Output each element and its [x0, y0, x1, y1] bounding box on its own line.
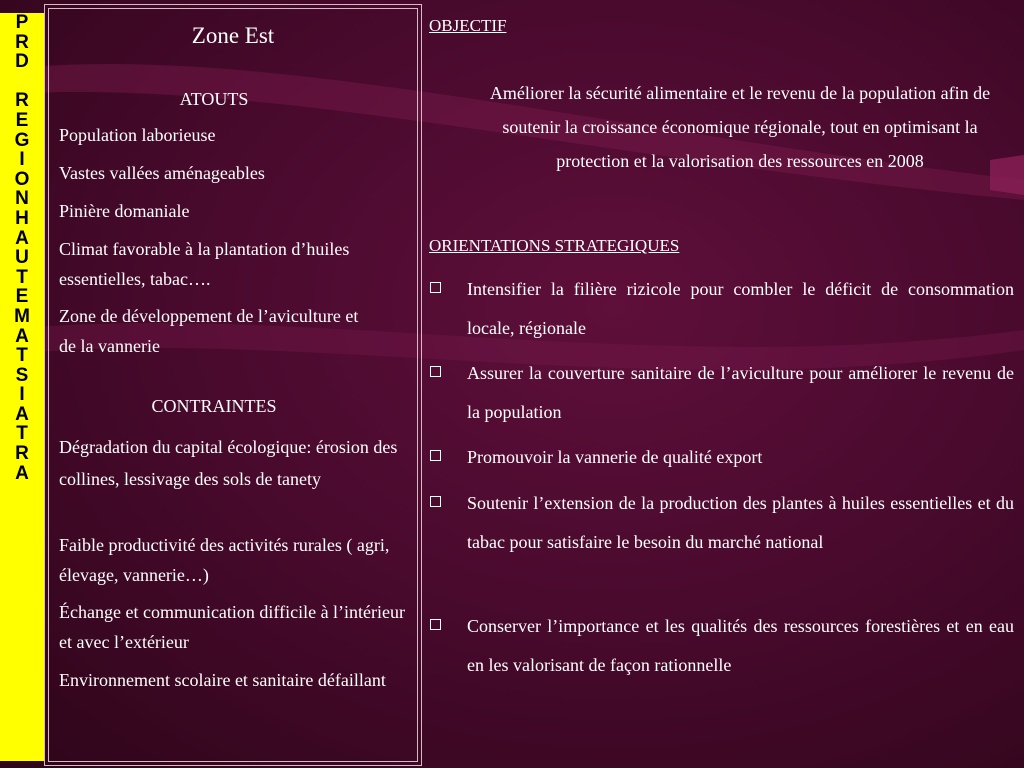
atout-item: Population laborieuse — [59, 125, 216, 145]
sidebar-letter: R — [15, 31, 29, 53]
objectif-heading: OBJECTIF — [429, 16, 507, 35]
checkbox-bullet-icon — [430, 366, 441, 377]
atout-item: Zone de développement de l’aviculture et de la vannerie — [59, 306, 359, 356]
sidebar-letter: H — [15, 207, 29, 229]
contrainte-item: Échange et communication difficile à l’intérieur et avec l’extérieur — [59, 602, 406, 652]
objectif-text: Améliorer la sécurité alimentaire et le revenu de la population afin de soutenir la croissance économique régionale, tout en optimisant la protection et la valorisation des ressources en 2008 — [489, 83, 991, 171]
atouts-heading: ATOUTS — [179, 89, 249, 109]
orientations-heading: ORIENTATIONS STRATEGIQUES — [429, 236, 680, 255]
sidebar-letter: D — [15, 51, 29, 73]
sidebar-letter: N — [15, 188, 29, 210]
sidebar-letter: A — [15, 325, 29, 347]
vertical-title-bar — [0, 13, 44, 761]
sidebar-letter: O — [14, 168, 30, 190]
orientation-text: Soutenir l’extension de la production des plantes à huiles essentielles et du tabac pour satisfaire le besoin du marché national — [467, 493, 1014, 552]
zone-title: Zone Est — [191, 23, 275, 48]
sidebar-letter: I — [19, 149, 25, 171]
sidebar-letter: A — [15, 462, 29, 484]
atout-item: Vastes vallées aménageables — [59, 163, 265, 183]
orientation-text: Promouvoir la vannerie de qualité export — [467, 447, 763, 467]
contrainte-item: Faible productivité des activités rurales ( agri, élevage, vannerie…) — [59, 535, 390, 585]
checkbox-bullet-icon — [430, 496, 441, 507]
sidebar-letter: A — [15, 227, 29, 249]
sidebar-letter: A — [15, 403, 29, 425]
orientation-text: Intensifier la filière rizicole pour combler le déficit de consommation locale, régionale — [467, 279, 1014, 338]
atout-item: Climat favorable à la plantation d’huiles essentielles, tabac…. — [59, 239, 350, 289]
checkbox-bullet-icon — [430, 282, 441, 293]
atout-item: Pinière domaniale — [59, 201, 190, 221]
contrainte-item: Environnement scolaire et sanitaire défaillant — [59, 670, 386, 690]
sidebar-letter: T — [16, 345, 28, 367]
sidebar-letter: M — [14, 305, 30, 327]
contraintes-heading: CONTRAINTES — [151, 396, 277, 416]
sidebar-letter: G — [14, 129, 30, 151]
sidebar-letter: T — [16, 266, 28, 288]
sidebar-letter: R — [15, 90, 29, 112]
checkbox-bullet-icon — [430, 450, 441, 461]
contrainte-item: Dégradation du capital écologique: érosion des collines, lessivage des sols de tanety — [59, 437, 398, 489]
sidebar-letter: R — [15, 443, 29, 465]
orientation-text: Assurer la couverture sanitaire de l’aviculture pour améliorer le revenu de la population — [467, 363, 1014, 422]
sidebar-letter: E — [15, 286, 29, 308]
orientation-text: Conserver l’importance et les qualités des ressources forestières et en eau en les valorisant de façon rationnelle — [467, 616, 1014, 675]
sidebar-letter: I — [19, 384, 25, 406]
sidebar-letter: T — [16, 423, 28, 445]
sidebar-letter: E — [15, 109, 29, 131]
sidebar-letter: P — [15, 12, 29, 33]
checkbox-bullet-icon — [430, 619, 441, 630]
zone-panel — [48, 8, 418, 762]
sidebar-letter: U — [15, 247, 29, 269]
sidebar-letter: S — [15, 364, 29, 386]
